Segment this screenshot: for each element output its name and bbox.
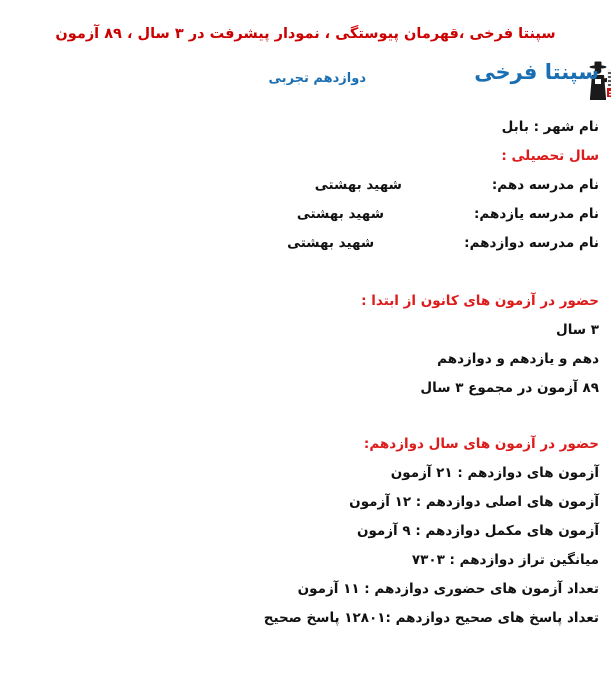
twelfth-supplementary-exams: آزمون های مکمل دوازدهم : ۹ آزمون	[356, 523, 599, 540]
school-row	[0, 235, 599, 264]
school-row	[0, 177, 599, 206]
spacer	[0, 264, 599, 286]
twelfth-main-exams: آزمون های اصلی دوازدهم : ۱۲ آزمون	[349, 494, 599, 511]
student-grade: دوازدهم تجربی	[268, 71, 366, 87]
profile-info-block	[0, 119, 611, 633]
page-headline: سپنتا فرخی ،قهرمان پیوستگی ، نمودار پیشرفت در ۳ سال ، ۸۹ آزمون	[55, 26, 556, 42]
identity-band	[0, 57, 611, 113]
spacer	[0, 403, 599, 429]
school-row	[0, 206, 599, 235]
twelfth-inperson-exams: تعداد آزمون های حضوری دوازدهم : ۱۱ آزمون	[297, 581, 599, 598]
attendance-twelfth-heading: حضور در آزمون های سال دوازدهم:	[363, 436, 599, 453]
school-grade12-label: نام مدرسه دوازدهم:	[464, 235, 599, 252]
school-grade10-label: نام مدرسه دهم:	[491, 177, 599, 194]
school-grade11-label: نام مدرسه یازدهم:	[473, 206, 599, 223]
twelfth-total-exams: آزمون های دوازدهم : ۲۱ آزمون	[390, 465, 599, 482]
academic-year-label: سال تحصیلی :	[501, 148, 599, 165]
student-name: سپنتا فرخی	[474, 60, 599, 85]
attendance-all-heading: حضور در آزمون های کانون از ابتدا :	[361, 293, 599, 310]
school-grade12-value: شهید بهشتی	[287, 235, 375, 252]
academic-year-row	[0, 148, 599, 177]
attendance-all-grades: دهم و یازدهم و دوازدهم	[437, 351, 599, 368]
city-label: نام شهر : بابل	[501, 119, 599, 136]
attendance-all-years: ۳ سال	[555, 322, 599, 339]
school-grade10-value: شهید بهشتی	[314, 177, 402, 194]
twelfth-average-taraz: میانگین تراز دوازدهم : ۷۳۰۳	[411, 552, 599, 569]
attendance-all-total-exams: ۸۹ آزمون در مجموع ۳ سال	[420, 380, 599, 397]
school-grade11-value: شهید بهشتی	[296, 206, 384, 223]
twelfth-correct-answers: تعداد پاسخ های صحیح دوازدهم :۱۲۸۰۱ پاسخ صحیح	[263, 610, 599, 627]
city-row	[0, 119, 599, 148]
